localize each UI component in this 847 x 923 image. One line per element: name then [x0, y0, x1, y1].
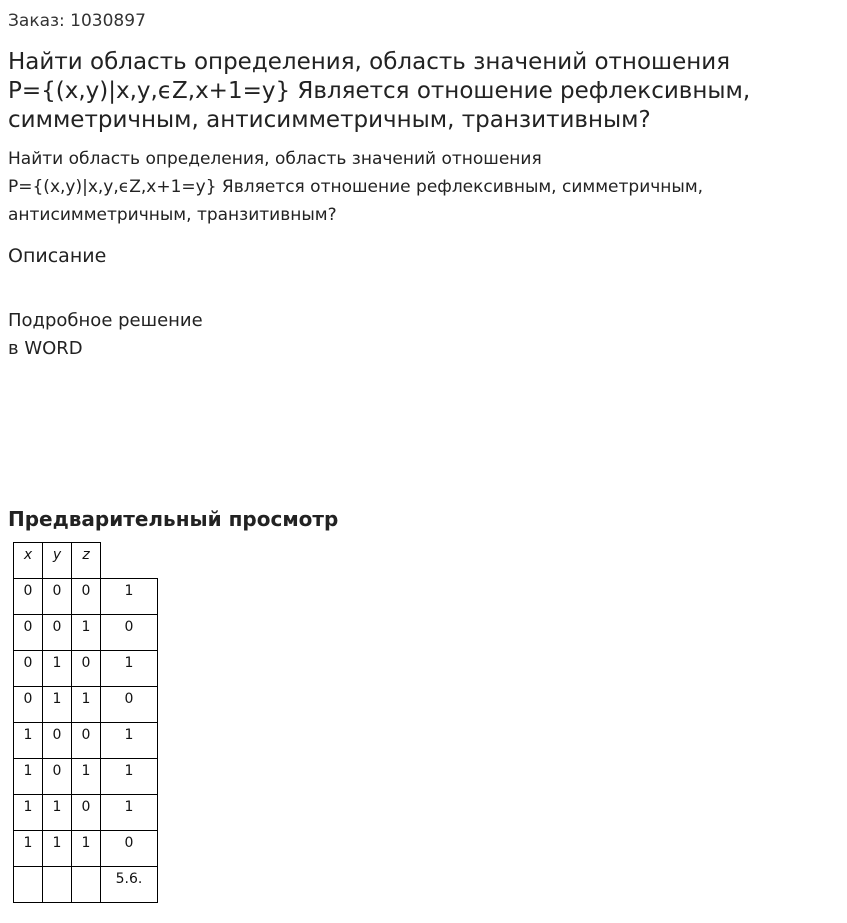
title-line: симметричным, антисимметричным, транзитивным?	[8, 107, 651, 133]
table-cell-value: 0	[52, 583, 62, 599]
table-cell-value	[14, 867, 42, 869]
task-line: антисимметричным, транзитивным?	[8, 205, 337, 225]
table-cell	[101, 831, 158, 867]
table-cell-value: 0	[52, 727, 62, 743]
table-cell-value: 1	[81, 619, 91, 635]
preview-heading: Предварительный просмотр	[8, 507, 339, 531]
table-cell-value: 0	[124, 619, 134, 635]
table-row	[14, 831, 158, 867]
table-header-row	[14, 543, 158, 579]
table-cell	[72, 687, 101, 723]
task-line: P={(x,y)|x,y,ϵZ,x+1=y} Является отношение рефлексивным, симметричным,	[8, 177, 704, 197]
table-cell	[72, 615, 101, 651]
table-cell	[43, 867, 72, 903]
table-cell	[101, 687, 158, 723]
table-cell-value: 0	[52, 763, 62, 779]
table-row	[14, 795, 158, 831]
table-cell	[72, 867, 101, 903]
table-cell	[43, 579, 72, 615]
table-cell	[43, 615, 72, 651]
table-row	[14, 651, 158, 687]
table-cell-value: 1	[124, 583, 134, 599]
table-cell-value: 1	[81, 763, 91, 779]
table-cell	[43, 831, 72, 867]
table-cell-value: 1	[52, 655, 62, 671]
table-header-cell	[14, 543, 43, 579]
header-x: x	[23, 547, 33, 563]
table-row	[14, 615, 158, 651]
table-cell-value: 0	[23, 583, 33, 599]
table-header-cell	[72, 543, 101, 579]
description-line: Подробное решение	[8, 310, 203, 331]
table-row	[14, 867, 158, 903]
table-cell-value: 0	[23, 691, 33, 707]
table-cell-value: 1	[124, 763, 134, 779]
table-cell-value: 1	[23, 727, 33, 743]
table-cell	[101, 759, 158, 795]
title-line: P={(x,y)|x,y,ϵZ,x+1=y} Является отношение рефлексивным,	[8, 78, 751, 104]
table-cell-value: 0	[81, 799, 91, 815]
table-cell-value: 1	[52, 835, 62, 851]
table-row	[14, 687, 158, 723]
table-cell-value	[43, 867, 71, 869]
title-line: Найти область определения, область значений отношения	[8, 49, 731, 75]
table-cell-value: 5.6.	[115, 871, 143, 887]
table-cell	[43, 723, 72, 759]
table-cell-value: 0	[23, 619, 33, 635]
description-body	[8, 307, 203, 363]
description-line: в WORD	[8, 338, 83, 359]
table-cell	[101, 795, 158, 831]
table-cell-value: 1	[124, 727, 134, 743]
table-cell	[101, 651, 158, 687]
table-cell	[14, 795, 43, 831]
table-cell-value: 0	[124, 691, 134, 707]
table-cell-value	[72, 867, 100, 869]
table-cell	[14, 723, 43, 759]
header-result	[101, 543, 158, 545]
table-cell	[101, 867, 158, 903]
table-cell	[14, 651, 43, 687]
table-cell-value: 1	[52, 799, 62, 815]
task-line: Найти область определения, область значений отношения	[8, 149, 542, 169]
table-cell	[72, 831, 101, 867]
table-cell	[101, 579, 158, 615]
table-cell	[43, 651, 72, 687]
table-cell	[43, 687, 72, 723]
table-row	[14, 759, 158, 795]
description-heading: Описание	[8, 245, 107, 267]
table-cell	[72, 579, 101, 615]
table-cell-value: 1	[23, 763, 33, 779]
table-cell-value: 1	[23, 835, 33, 851]
table-header-cell	[101, 543, 158, 579]
table-cell	[14, 615, 43, 651]
table-cell	[14, 579, 43, 615]
table-cell	[72, 759, 101, 795]
header-y: y	[52, 547, 62, 563]
table-cell	[14, 831, 43, 867]
table-cell-value: 1	[81, 835, 91, 851]
table-cell-value: 1	[52, 691, 62, 707]
preview-table	[13, 542, 158, 903]
table-cell	[14, 867, 43, 903]
table-cell	[72, 723, 101, 759]
table-cell-value: 0	[52, 619, 62, 635]
table-cell	[43, 759, 72, 795]
table-cell	[101, 723, 158, 759]
table-cell	[72, 651, 101, 687]
table-cell-value: 0	[124, 835, 134, 851]
preview-table-body	[14, 543, 158, 903]
table-cell	[101, 615, 158, 651]
task-text	[8, 145, 828, 229]
table-cell	[72, 795, 101, 831]
table-cell-value: 1	[23, 799, 33, 815]
table-cell-value: 1	[124, 799, 134, 815]
table-row	[14, 723, 158, 759]
table-cell-value: 0	[81, 583, 91, 599]
page-title	[8, 48, 828, 135]
table-cell-value: 1	[124, 655, 134, 671]
table-cell-value: 1	[81, 691, 91, 707]
order-number: Заказ: 1030897	[8, 11, 146, 31]
table-cell	[43, 795, 72, 831]
table-header-cell	[43, 543, 72, 579]
header-z: z	[82, 547, 90, 563]
table-cell	[14, 759, 43, 795]
table-cell-value: 0	[81, 727, 91, 743]
table-cell-value: 0	[81, 655, 91, 671]
table-row	[14, 579, 158, 615]
table-cell-value: 0	[23, 655, 33, 671]
table-cell	[14, 687, 43, 723]
